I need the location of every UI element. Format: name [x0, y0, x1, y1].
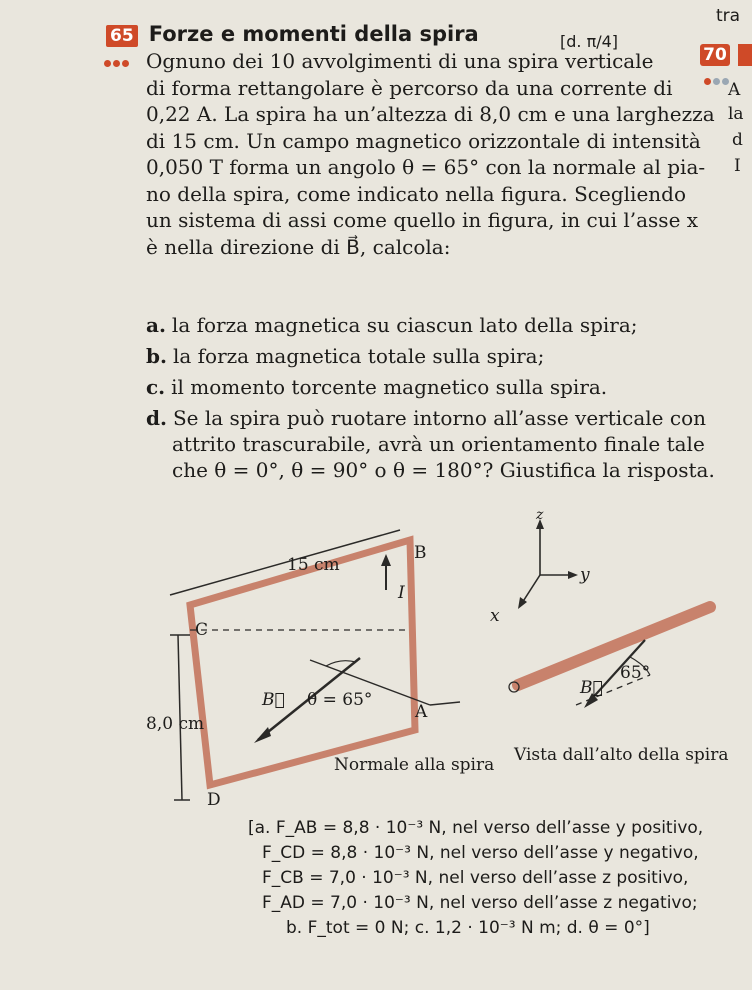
difficulty-dots: [104, 52, 131, 71]
problem-title: Forze e momenti della spira: [148, 22, 479, 46]
top-view-caption: Vista dall’alto della spira: [514, 745, 729, 765]
difficulty-tag: [d. π/4]: [560, 32, 619, 51]
normal-caption: Normale alla spira: [334, 755, 495, 775]
next-badge-edge: [738, 44, 752, 66]
problem-line: è nella direzione di B⃗, calcola:: [146, 234, 451, 259]
width-dimension: [170, 530, 400, 595]
edge-letter-0: A: [728, 80, 741, 100]
answer-line-1: [a. F_AB = 8,8 · 10⁻³ N, nel verso dell’asse y positivo,: [248, 818, 704, 838]
angle-label-right: 65°: [620, 663, 651, 683]
problem-number: 65: [106, 25, 138, 47]
field-label-right: B⃗: [580, 678, 603, 698]
corner-b-label: B: [414, 543, 427, 563]
edge-letter-3: I: [734, 156, 741, 176]
angle-label-left: θ = 65°: [307, 690, 373, 710]
top-view-figure: [500, 505, 740, 750]
question-b: b. la forza magnetica totale sulla spira;: [146, 344, 545, 368]
problem-line: Ognuno dei 10 avvolgimenti di una spira verticale: [146, 49, 654, 73]
corner-c-label: C: [195, 620, 209, 640]
problem-line: di 15 cm. Un campo magnetico orizzontale di intensità: [146, 128, 701, 153]
corner-text: tra: [716, 6, 741, 26]
axis-x-label: x: [490, 606, 500, 626]
problem-line: di forma rettangolare è percorso da una corrente di: [146, 75, 673, 100]
problem-statement: [146, 48, 716, 260]
problem-header: [106, 22, 479, 46]
answer-line-2: F_CD = 8,8 · 10⁻³ N, nel verso dell’asse y negativo,: [262, 843, 699, 863]
answer-line-4: F_AD = 7,0 · 10⁻³ N, nel verso dell’asse z negativo;: [262, 893, 698, 913]
question-d-cont: che θ = 0°, θ = 90° o θ = 180°? Giustifica la risposta.: [172, 458, 715, 482]
question-d: d. Se la spira può ruotare intorno all’asse verticale con: [146, 406, 706, 430]
problem-line: 0,050 T forma un angolo θ = 65° con la normale al pia-: [146, 155, 706, 179]
next-problem-number: 70: [700, 44, 730, 66]
edge-letter-1: la: [728, 104, 744, 124]
axis-y-label: y: [580, 565, 590, 585]
question-d-cont: attrito trascurabile, avrà un orientamento finale tale: [172, 432, 705, 456]
question-list: [146, 312, 716, 483]
loop-outline: [190, 540, 415, 785]
corner-d-label: D: [207, 790, 221, 810]
answer-line-5: b. F_tot = 0 N; c. 1,2 · 10⁻³ N m; d. θ = 0°]: [286, 918, 650, 938]
width-label: 15 cm: [287, 555, 340, 575]
problem-line: un sistema di assi come quello in figura, in cui l’asse x: [146, 208, 699, 232]
corner-a-label: A: [415, 702, 428, 722]
problem-line: 0,22 A. La spira ha un’altezza di 8,0 cm e una larghezza: [146, 102, 715, 126]
x-axis: [522, 575, 540, 603]
question-c: c. il momento torcente magnetico sulla spira.: [146, 375, 608, 399]
answer-line-3: F_CB = 7,0 · 10⁻³ N, nel verso dell’asse z positivo,: [262, 868, 689, 888]
height-label: 8,0 cm: [146, 714, 205, 734]
problem-line: no della spira, come indicato nella figura. Scegliendo: [146, 181, 686, 206]
question-a: a. la forza magnetica su ciascun lato della spira;: [146, 313, 638, 337]
field-label-left: B⃗: [262, 690, 285, 710]
current-label: I: [398, 583, 405, 603]
edge-letter-2: d: [732, 130, 743, 150]
axis-z-label: z: [536, 507, 544, 523]
answers-block: [248, 816, 748, 941]
